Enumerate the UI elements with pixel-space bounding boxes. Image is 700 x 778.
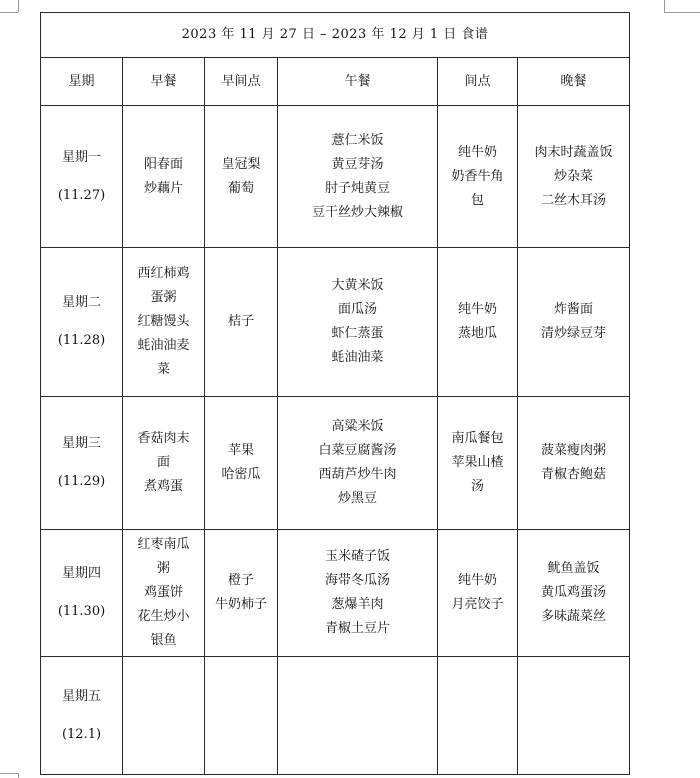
menu-item: 菠菜瘦肉粥 [541, 443, 607, 458]
day-cell [41, 106, 123, 248]
afternoon-snack-cell [438, 530, 518, 657]
afternoon-snack-cell [438, 657, 518, 775]
menu-item: 高粱米饭 [331, 419, 384, 434]
afternoon-snack-cell [438, 106, 518, 248]
dinner-cell [518, 106, 630, 248]
menu-item: 鱿鱼盖饭 [547, 561, 600, 576]
menu-item: 肉末时蔬盖饭 [534, 144, 613, 160]
morning-snack-cell [205, 248, 278, 397]
day-date: (11.30) [57, 604, 106, 619]
crop-mark-bottom-left-vertical [18, 773, 19, 778]
dinner-cell [518, 397, 630, 530]
breakfast-cell [123, 248, 205, 397]
crop-mark-top-right [664, 12, 700, 13]
header-morning-snack: 早间点 [205, 58, 278, 106]
menu-item: 二丝木耳汤 [541, 192, 607, 208]
menu-item: 炒黑豆 [337, 491, 377, 506]
menu-item: 虾仁蒸蛋 [331, 326, 384, 341]
menu-item: 青椒杏鲍菇 [541, 467, 607, 482]
header-dinner: 晚餐 [518, 58, 630, 106]
crop-mark-top-right-vertical [664, 0, 665, 12]
menu-item: 红糖馒头 [137, 314, 190, 329]
header-afternoon-snack: 间点 [438, 58, 518, 106]
menu-item: 包 [470, 192, 484, 208]
day-cell [41, 248, 123, 397]
menu-item: 皇冠梨 [221, 156, 261, 172]
day-date: (11.28) [57, 333, 106, 348]
afternoon-snack-cell [438, 248, 518, 397]
menu-item: 肘子炖黄豆 [324, 180, 390, 196]
menu-item: 南瓜餐包 [451, 431, 504, 446]
menu-item: 纯牛奶 [457, 573, 497, 588]
crop-mark-top-left-vertical [18, 0, 19, 12]
lunch-cell [278, 248, 438, 397]
menu-item: 炒杂菜 [554, 168, 594, 184]
lunch-cell [278, 657, 438, 775]
menu-item: 黄瓜鸡蛋汤 [541, 585, 607, 600]
menu-item: 炒藕片 [143, 180, 183, 196]
day-cell [41, 397, 123, 530]
day-cell [41, 657, 123, 775]
menu-item: 蛋粥 [150, 290, 177, 305]
menu-item: 哈密瓜 [221, 467, 261, 482]
lunch-cell [278, 106, 438, 248]
menu-item: 面 [156, 455, 170, 470]
table-row-tuesday [41, 248, 630, 397]
dinner-cell [518, 657, 630, 775]
menu-item: 葱爆羊肉 [331, 597, 384, 612]
crop-mark-top-left [0, 12, 18, 13]
menu-item: 粥 [156, 561, 170, 576]
day-name: 星期四 [61, 566, 101, 581]
morning-snack-cell [205, 657, 278, 775]
lunch-cell [278, 530, 438, 657]
menu-item: 葡萄 [227, 180, 254, 196]
table-row-monday [41, 106, 630, 248]
dinner-cell [518, 248, 630, 397]
morning-snack-cell [205, 530, 278, 657]
menu-item: 煮鸡蛋 [143, 479, 183, 494]
menu-item: 菜 [156, 362, 170, 377]
menu-item: 花生炒小 [137, 609, 190, 624]
menu-item: 青椒土豆片 [324, 621, 390, 636]
menu-item: 西葫芦炒牛肉 [318, 467, 397, 482]
header-weekday: 星期 [41, 58, 123, 106]
menu-item: 桔子 [227, 314, 254, 329]
menu-item: 牛奶柿子 [214, 597, 267, 612]
menu-item: 香菇肉末 [137, 431, 190, 446]
day-date: (11.29) [57, 474, 106, 489]
day-name: 星期三 [61, 436, 101, 451]
breakfast-cell [123, 530, 205, 657]
menu-item: 多味蔬菜丝 [541, 609, 607, 624]
menu-item: 面瓜汤 [337, 302, 377, 317]
menu-item: 纯牛奶 [457, 144, 497, 160]
lunch-cell [278, 397, 438, 530]
crop-mark-bottom-left [0, 773, 18, 774]
day-name: 星期五 [61, 688, 101, 704]
header-breakfast: 早餐 [123, 58, 205, 106]
menu-item: 西红柿鸡 [137, 266, 190, 281]
menu-item: 阳春面 [143, 156, 183, 172]
morning-snack-cell [205, 106, 278, 248]
day-cell [41, 530, 123, 657]
table-row-wednesday [41, 397, 630, 530]
menu-item: 黄豆芽汤 [331, 156, 384, 172]
day-date: (11.27) [57, 187, 106, 203]
breakfast-cell [123, 397, 205, 530]
menu-item: 清炒绿豆芽 [541, 326, 607, 341]
menu-item: 月亮饺子 [451, 597, 504, 612]
menu-item: 炸酱面 [554, 302, 594, 317]
breakfast-cell [123, 106, 205, 248]
menu-item: 鸡蛋饼 [143, 585, 183, 600]
morning-snack-cell [205, 397, 278, 530]
menu-item: 纯牛奶 [457, 302, 497, 317]
menu-item: 红枣南瓜 [137, 537, 190, 552]
menu-item: 银鱼 [150, 633, 177, 648]
menu-item: 豆干丝炒大辣椒 [311, 204, 403, 220]
day-name: 星期二 [61, 295, 101, 310]
menu-item: 苹果山楂 [451, 455, 504, 470]
menu-item: 奶香牛角 [451, 168, 504, 184]
menu-item: 橙子 [227, 573, 254, 588]
menu-item: 白菜豆腐酱汤 [318, 443, 397, 458]
breakfast-cell [123, 657, 205, 775]
menu-item: 海带冬瓜汤 [324, 573, 390, 588]
menu-item: 汤 [470, 479, 484, 494]
menu-item: 蚝油油麦 [137, 338, 190, 353]
day-date: (12.1) [61, 726, 102, 742]
menu-title: 2023 年 11 月 27 日 – 2023 年 12 月 1 日 食谱 [41, 13, 630, 58]
menu-item: 蒸地瓜 [457, 326, 497, 341]
menu-item: 大黄米饭 [331, 278, 384, 293]
menu-item: 薏仁米饭 [331, 132, 384, 148]
menu-item: 玉米碴子饭 [324, 549, 390, 564]
afternoon-snack-cell [438, 397, 518, 530]
menu-item: 苹果 [227, 443, 254, 458]
header-lunch: 午餐 [278, 58, 438, 106]
table-row-thursday [41, 530, 630, 657]
menu-item: 蚝油油菜 [331, 350, 384, 365]
dinner-cell [518, 530, 630, 657]
header-row [41, 58, 630, 106]
table-row-friday [41, 657, 630, 775]
weekly-menu-table [40, 12, 630, 775]
day-name: 星期一 [61, 149, 101, 165]
